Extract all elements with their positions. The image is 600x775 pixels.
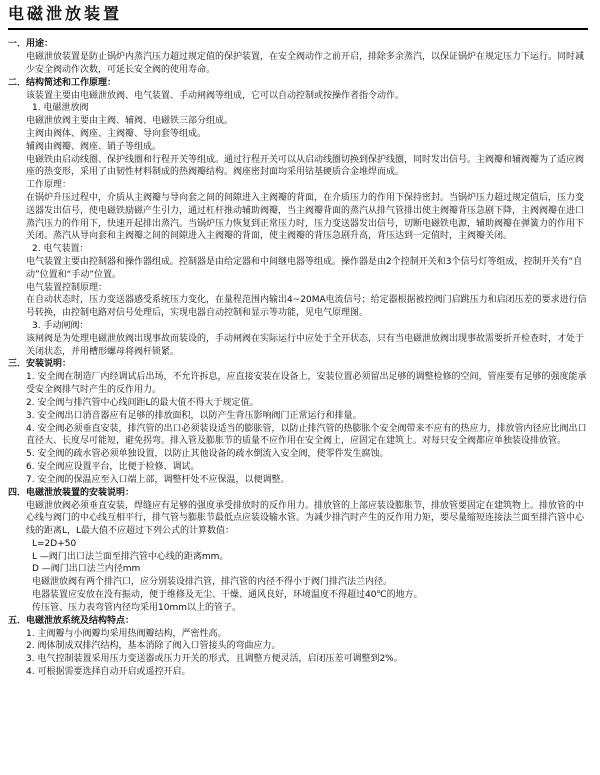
section-4-heading: 四．电磁泄放装置的安装说明： <box>8 487 135 498</box>
section-2-heading: 二．结构简述和工作原理： <box>8 77 117 88</box>
formula-def-l: L —阀门出口法兰面至排汽管中心线的距离mm。 <box>32 551 229 562</box>
section-3-heading: 三．安装说明： <box>8 359 72 370</box>
feature-item-4: 4. 可根据需要选择自动开启或遥控开启。 <box>26 667 191 678</box>
install-item-1: 1. 安全阀在制造厂内经调试后出场，不允许拆息，应直接安装在设备上，安装位置必须留出足够的调整检修的空间，管座要有足够的强度能承受安全阀排气时产生的反作用力。 <box>26 372 587 396</box>
feature-item-2: 2. 阀体制成双排汽结构，基本消除了阀入口管接头的弯曲应力。 <box>26 641 281 652</box>
install-item-3: 3. 安全阀出口消音器应有足够的排放面积，以防产生背压影响阀门正常运行和排量。 <box>26 410 362 421</box>
manual-gate-text: 该闸阀是为处理电磁泄放阀出现事故而装设的，手动闸阀在实际运行中应处于全开状态，只有当电磁泄放阀出现事故需要折开检查时，才处于关闭状态，并用槽形螺母将阀杆锁紧。 <box>26 333 585 357</box>
subheading-valve: 1. 电磁泄放阀 <box>32 103 89 114</box>
title-rule <box>8 28 588 30</box>
control-principle-text: 在自动状态时，压力变送器感受系统压力变化，在量程范围内输出4~20MA电流信号；给定器根据被控阀门启跳压力和启闭压差的要求进行信号转换，由控制电路对信号处理后，实现电器自动控制和显示等功能，见电气原理图。 <box>26 295 587 319</box>
install-item-5: 5. 安全阀的疏水管必须单独设置，以防止其他设备的疏水倒流入安全阀，使零件发生腐蚀。 <box>26 449 389 460</box>
feature-item-1: 1. 主阀瓣与小阀瓣均采用热阀瓣结构，严密性高。 <box>26 628 227 639</box>
feature-item-3: 3. 电气控制装置采用压力变送器或压力开关的形式，且调整方便灵活，启闭压差可调整到2%。 <box>26 654 403 665</box>
install-item-4: 4. 安全阀必须垂直安装，排汽管的出口必须装设适当的膨胀管，以防止排汽管的热膨胀个安全阀带来不应有的热应力，排放管内径应比阀出口直径大、长度尽可能短，避免拐弯。排入管及膨胀节的质量不应作用在安全阀上，应固定在建筑上。对每只安全阀都应单独装设排放管。 <box>26 423 587 447</box>
section-4-text: 电磁泄放阀必须垂直安装，焊缝应有足够的强度承受排放时的反作用力。排放管的上部应装设膨胀节，排放管要固定在建筑物上。排放管的中心线与阀门的中心线互相平行，排气管与膨胀节最低点应装设输水管。为减少排汽时产生的反作用力矩，要尽量缩短连接法兰面至排汽管中心线的距离L，L最大值不应超过下列公式的计算数值： <box>26 500 585 537</box>
section-2-intro: 该装置主要由电磁泄放阀、电气装置、手动闸阀等组成，它可以自动控制或按操作者指令动作。 <box>26 90 405 101</box>
electrical-parts: 电气装置主要由控制器和操作器组成。控制器是由给定器和中间继电器等组成。操作器是由2个控制开关和3个信号灯等组成，控制开关有“自动”位置和“手动”位置。 <box>26 256 583 280</box>
formula-def-d: D —阀门出口法兰内径mm <box>32 564 141 575</box>
valve-parts: 电磁泄放阀主要由主阀、辅阀、电磁铁三部分组成。 <box>26 116 234 127</box>
working-principle-label: 工作原理： <box>26 180 72 191</box>
aux-valve-parts: 辅阀由阀瓣、阀座、销子等组成。 <box>26 141 162 152</box>
section-5-heading: 五．电磁泄放系统及结构特点： <box>8 615 135 626</box>
subheading-electrical: 2. 电气装置： <box>32 244 89 255</box>
exhaust-note: 电磁泄放阀有两个排汽口，应分别装设排汽管，排汽管的内径不得小于阀门排汽法兰内径。 <box>32 577 393 588</box>
working-principle-text: 在锅炉升压过程中，介质从主阀瓣与导向套之间的间隙进入主阀瓣的背面，在介质压力的作用下保持密封。当锅炉压力超过规定值后，压力变送器发出信号，使电磁铁励磁产生引力，通过杠杆推动辅助阀瓣，当主阀瓣背面的蒸汽从排气管排出使主阀瓣背压急剧下降，主阀阀瓣在进口蒸汽压力的作用下，快速开起排出蒸汽。当锅炉压力恢复到正常压力时，压力变送器发出信号，切断电磁铁电源，辅助阀瓣在弹簧力的作用下关闭。蒸汽从导向套和主阀瓣之间的间隙进入主阀瓣的背面，使主阀瓣的背压急剧升高，背压达到一定值时，主阀瓣关闭。 <box>26 192 585 242</box>
page-title: 电磁泄放装置 <box>8 4 123 23</box>
control-principle-label: 电气装置控制原理： <box>26 282 108 293</box>
electrical-placement-note: 电器装置应安放在没有振动，便于维修及无尘、干燥、通风良好，环境温度不得超过40℃的地方。 <box>32 590 423 601</box>
install-item-6: 6. 安全阀应设置平台，比便于检修、调试。 <box>26 461 200 472</box>
main-valve-parts: 主阀由阀体、阀座、主阀瓣、导向套等组成。 <box>26 128 207 139</box>
install-item-7: 7. 安全阀的保温应至入口端上部，调整杆处不应保温，以便调整。 <box>26 474 290 485</box>
section-1-text: 电磁泄放装置是防止锅炉内蒸汽压力超过规定值的保护装置，在安全阀动作之前开启，排除多余蒸汽，以保证锅炉在规定压力下运行。同时减少安全阀动作次数，可延长安全阀的使用寿命。 <box>26 52 585 75</box>
subheading-manual-gate: 3. 手动闸阀： <box>32 320 89 331</box>
electromagnet-parts: 电磁铁由启动线圈、保护线圈和行程开关等组成。通过行程开关可以从启动线圈切换到保护线圈，同时发出信号。主阀瓣和辅阀瓣为了适应阀座的热变形，采用了由韧性材料制成的热阀瓣结构。阀座密封面均采用钴基硬质合金堆焊而成。 <box>26 154 585 178</box>
section-1-heading: 一．用途： <box>8 39 54 49</box>
install-item-2: 2. 安全阀与排汽管中心线间距L的最大值不得大于规定值。 <box>26 397 259 408</box>
pipe-note: 传压管、压力表弯管内径均采用10mm以上的管子。 <box>32 602 241 613</box>
formula: L=2D+50 <box>32 538 77 549</box>
